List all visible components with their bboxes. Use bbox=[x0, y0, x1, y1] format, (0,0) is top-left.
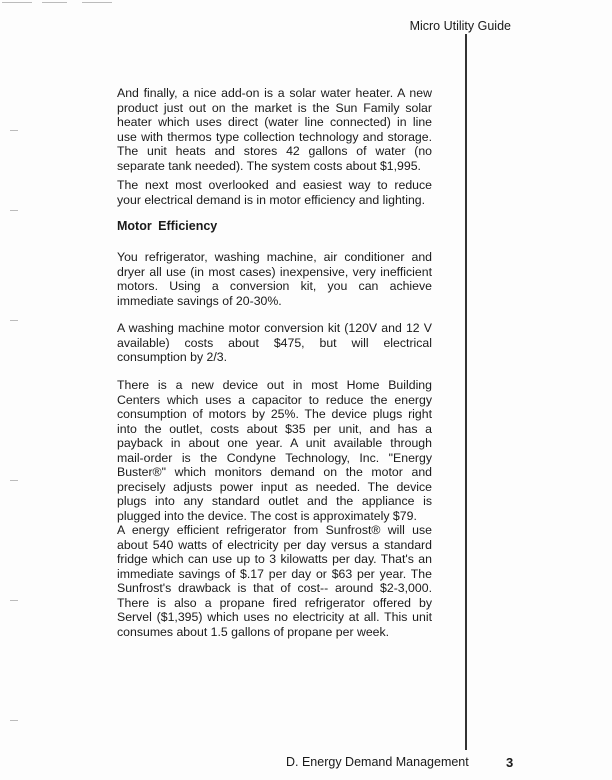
text-line: Buster®" which monitors demand on the motor and bbox=[117, 465, 432, 479]
text-line: motors. Using a conversion kit, you can achieve bbox=[117, 279, 432, 293]
text-line: dryer all use (in most cases) inexpensive, very inefficient bbox=[117, 264, 432, 279]
text-line: Centers which uses a capacitor to reduce the energy bbox=[117, 392, 432, 407]
text-line: There is a new device out in most Home Building bbox=[117, 378, 432, 392]
footer-section: D. Energy Demand Management bbox=[286, 755, 469, 769]
running-header: Micro Utility Guide bbox=[409, 19, 511, 33]
paragraph-overlooked bbox=[117, 178, 432, 207]
text-line: consumption by 2/3. bbox=[117, 350, 228, 364]
text-line: plugs into any standard outlet and the appliance is bbox=[117, 494, 432, 508]
text-line: fridge which can use up to 3 kilowatts per day. That's an bbox=[117, 552, 432, 566]
margin-mark bbox=[10, 320, 18, 321]
text-line: into the outlet, costs about $35 per unit, and has a bbox=[117, 421, 432, 436]
text-line: immediate savings of $.17 per day or $63 per year. The bbox=[117, 566, 432, 581]
text-line: You refrigerator, washing machine, air conditioner and bbox=[117, 250, 432, 264]
text-line: The next most overlooked and easiest way to reduce bbox=[117, 178, 432, 192]
margin-mark bbox=[10, 600, 18, 601]
text-line: And finally, a nice add-on is a solar water heater. A new bbox=[117, 86, 432, 100]
vertical-rule bbox=[465, 34, 467, 750]
paragraph-solar-heater bbox=[117, 86, 432, 173]
text-line: precisely adjusts power input as needed. The device bbox=[117, 479, 432, 494]
text-line: A energy efficient refrigerator from Sunfrost® will use bbox=[117, 523, 432, 537]
margin-mark bbox=[10, 130, 18, 131]
page-number: 3 bbox=[506, 755, 514, 770]
text-line: mail-order is the Condyne Technology, Inc. "Energy bbox=[117, 450, 432, 465]
text-line: use with thermos type collection technology and storage. bbox=[117, 129, 432, 144]
margin-mark bbox=[10, 720, 18, 721]
text-line: separate tank needed). The system costs about $1,995. bbox=[117, 158, 421, 173]
text-line: A washing machine motor conversion kit (120V and 12 V bbox=[117, 321, 432, 335]
text-line: payback in about one year. A unit available through bbox=[117, 436, 432, 450]
text-line: consumption of motors by 25%. The device plugs right bbox=[117, 407, 432, 421]
text-line: There is also a propane fired refrigerator offered by bbox=[117, 595, 432, 610]
text-line: your electrical demand is in motor efficiency and lighting. bbox=[117, 192, 426, 207]
text-line: immediate savings of 20-30%. bbox=[117, 293, 282, 308]
text-line: Servel ($1,395) which uses no electricity at all. This unit bbox=[117, 610, 432, 624]
text-line: Sunfrost's drawback is that of cost-- around $2-3,000. bbox=[117, 581, 432, 595]
text-line: The unit heats and stores 42 gallons of water (no bbox=[117, 144, 432, 158]
margin-mark bbox=[10, 480, 18, 481]
text-line: heater which uses direct (water line connected) in line bbox=[117, 115, 432, 129]
text-line: consumes about 1.5 gallons of propane per week. bbox=[117, 624, 390, 639]
text-line: product just out on the market is the Sun Family solar bbox=[117, 100, 432, 115]
paragraph-washing-machine bbox=[117, 321, 432, 365]
text-line: about 540 watts of electricity per day versus a standard bbox=[117, 537, 432, 552]
text-line: available) costs about $475, but will electrical bbox=[117, 335, 432, 350]
paragraph-capacitor-device bbox=[117, 378, 432, 523]
margin-mark bbox=[10, 210, 18, 211]
section-heading: Motor Efficiency bbox=[117, 219, 218, 233]
paragraph-appliances bbox=[117, 250, 432, 308]
text-line: plugged into the device. The cost is approximately $79. bbox=[117, 508, 417, 523]
paragraph-refrigerator bbox=[117, 523, 432, 639]
scan-artifact bbox=[2, 2, 112, 4]
